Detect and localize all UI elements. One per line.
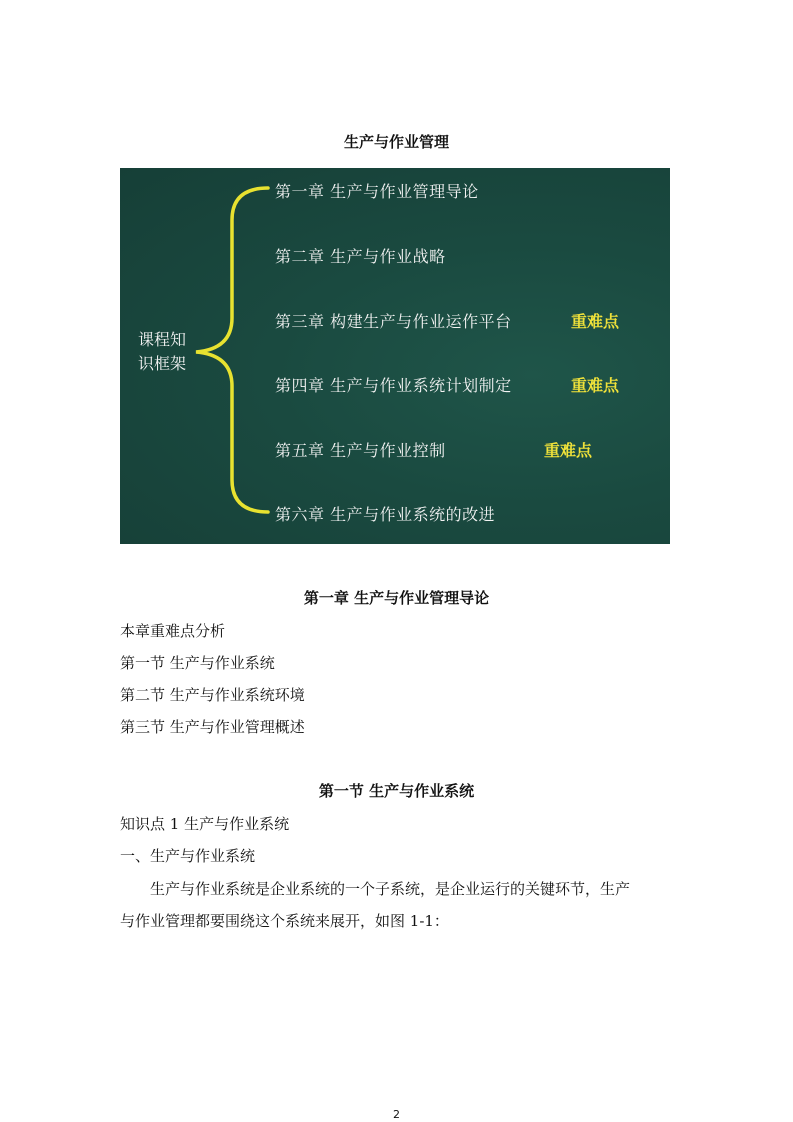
paragraph-line-1: 生产与作业系统是企业系统的一个子系统，是企业运行的关键环节，生产 (150, 880, 631, 898)
chapter-3-key-tag: 重难点 (571, 312, 620, 331)
paragraph-line-2: 与作业管理都要围绕这个系统来展开，如图 1-1： (120, 912, 449, 930)
category-label-line2: 识框架 (138, 354, 187, 373)
bracket-svg (120, 168, 670, 544)
section1-heading: 第一节 生产与作业系统 (318, 782, 475, 800)
chapter-5-label: 第五章 生产与作业控制 (275, 441, 446, 460)
chapter1-line-2: 第一节 生产与作业系统 (120, 654, 275, 672)
chapter-4-label: 第四章 生产与作业系统计划制定 (275, 376, 512, 395)
curly-bracket (196, 188, 268, 512)
chapter1-line-4: 第三节 生产与作业管理概述 (120, 718, 305, 736)
chapter-1-label: 第一章 生产与作业管理导论 (275, 182, 479, 201)
chapter-6-label: 第六章 生产与作业系统的改进 (275, 505, 496, 524)
page-number: 2 (393, 1108, 400, 1121)
document-title: 生产与作业管理 (343, 133, 449, 151)
chapter-4-key-tag: 重难点 (571, 376, 620, 395)
chapter-5-key-tag: 重难点 (544, 441, 593, 460)
chapter1-heading: 第一章 生产与作业管理导论 (303, 589, 490, 607)
course-framework-diagram (120, 168, 670, 544)
knowledge-point: 知识点 1 生产与作业系统 (120, 815, 290, 833)
category-label-line1: 课程知 (138, 330, 187, 349)
chapter1-line-3: 第二节 生产与作业系统环境 (120, 686, 305, 704)
section1-subheading: 一、生产与作业系统 (120, 847, 256, 865)
chapter-2-label: 第二章 生产与作业战略 (275, 247, 446, 266)
chapter-3-label: 第三章 构建生产与作业运作平台 (275, 312, 512, 331)
chapter1-line-1: 本章重难点分析 (120, 622, 226, 640)
